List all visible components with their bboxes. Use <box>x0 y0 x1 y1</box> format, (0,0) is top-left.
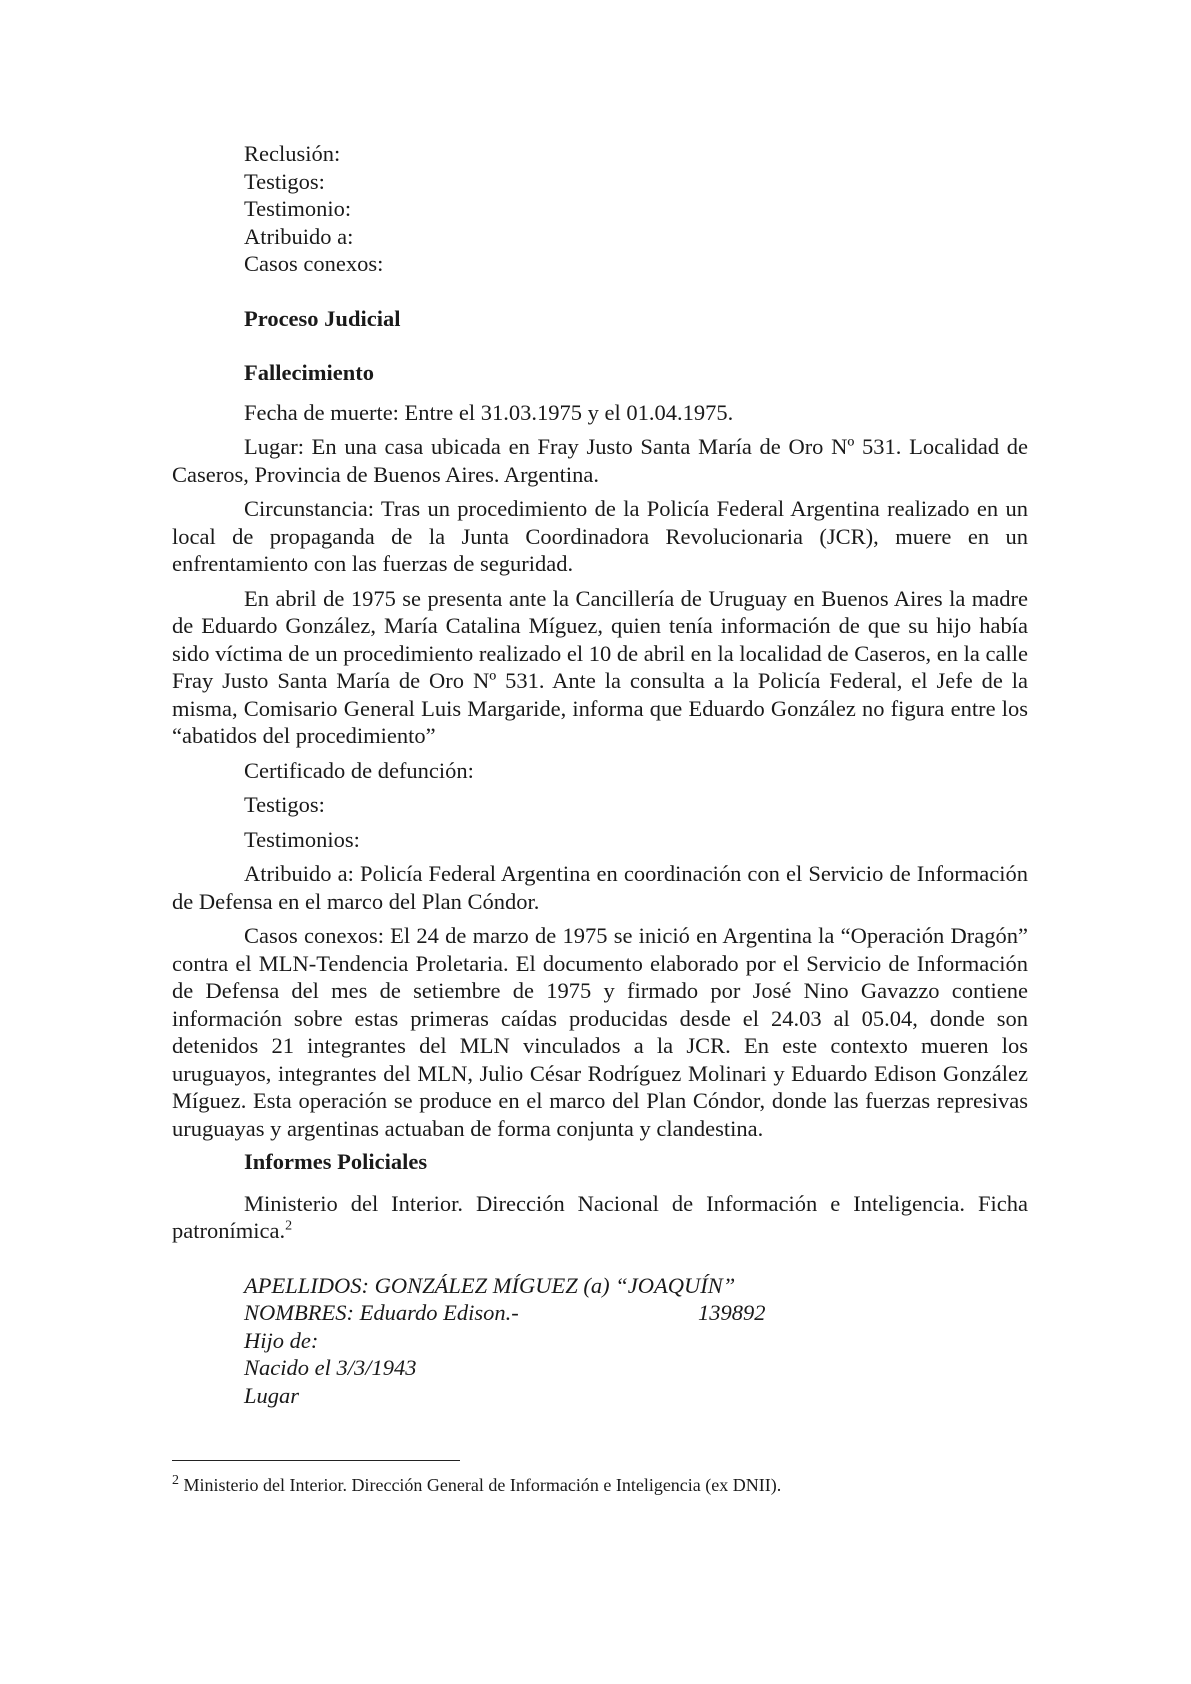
heading-fallecimiento: Fallecimiento <box>244 360 374 385</box>
header-fields <box>244 140 1028 278</box>
field-testigos: Testigos: <box>244 168 325 194</box>
field-atribuido: Atribuido a: <box>244 223 354 249</box>
footnote-text: Ministerio del Interior. Dirección General de Información e Inteligencia (ex DNII). <box>179 1475 782 1495</box>
ficha-nombres-line <box>244 1299 1028 1327</box>
paragraph-casos-conexos: Casos conexos: El 24 de marzo de 1975 se inició en Argentina la “Operación Dragón” contra el MLN-Tendencia Proletaria. El documento elaborado por el Servicio de Información de Defensa del mes de setiembre de 1975 y firmado por José Nino Gavazzo contiene información sobre estas primeras caídas producidas desde el 24.03 al 05.04, donde son detenidos 21 integrantes del MLN vinculados a la JCR. En este contexto mueren los uruguayos, integrantes del MLN, Julio César Rodríguez Molinari y Eduardo Edison González Míguez. Esta operación se produce en el marco del Plan Cóndor, donde las fuerzas represivas uruguayas y argentinas actuaban de forma conjunta y clandestina. <box>172 923 1028 1141</box>
footnote <box>172 1474 1028 1496</box>
ficha-nacido: Nacido el 3/3/1943 <box>244 1355 417 1380</box>
field-casos-conexos: Casos conexos: <box>244 251 384 276</box>
footnote-ref: 2 <box>285 1218 293 1234</box>
footnote-divider <box>172 1460 460 1461</box>
field-testimonio: Testimonio: <box>244 196 352 221</box>
paragraph-testimonios: Testimonios: <box>244 826 360 852</box>
heading-proceso-judicial: Proceso Judicial <box>244 305 401 331</box>
ficha-apellidos: APELLIDOS: GONZÁLEZ MÍGUEZ (a) “JOAQUÍN” <box>244 1272 736 1298</box>
paragraph-fecha-muerte: Fecha de muerte: Entre el 31.03.1975 y el 01.04.1975. <box>244 399 734 425</box>
ficha-lugar: Lugar <box>244 1382 300 1408</box>
paragraph-circunstancia: Circunstancia: Tras un procedimiento de la Policía Federal Argentina realizado en un local de propaganda de la Junta Coordinadora Revolucionaria (JCR), muere en un enfrentamiento con las fuerzas de seguridad. <box>172 496 1028 576</box>
ficha-numero: 139892 <box>698 1300 766 1325</box>
paragraph-abril-1975: En abril de 1975 se presenta ante la Cancillería de Uruguay en Buenos Aires la madre de Eduardo González, María Catalina Míguez, quien tenía información de que su hijo había sido víctima de un procedimiento realizado el 10 de abril en la localidad de Caseros, en la calle Fray Justo Santa María de Oro Nº 531. Ante la consulta a la Policía Federal, el Jefe de la misma, Comisario General Luis Margaride, informa que Eduardo González no figura entre los “abatidos del procedimiento” <box>172 585 1028 748</box>
ministerio-text: Ministerio del Interior. Dirección Nacional de Información e Inteligencia. Ficha patronímica. <box>172 1190 1028 1243</box>
ficha-patronimica <box>244 1272 1028 1410</box>
paragraph-atribuido: Atribuido a: Policía Federal Argentina en coordinación con el Servicio de Información de Defensa en el marco del Plan Cóndor. <box>172 861 1028 914</box>
paragraph-testigos: Testigos: <box>244 792 325 817</box>
field-reclusion: Reclusión: <box>244 141 341 166</box>
ficha-nombres: NOMBRES: Eduardo Edison.- <box>244 1300 519 1325</box>
paragraph-certificado: Certificado de defunción: <box>244 757 474 783</box>
page-body <box>172 140 1028 1409</box>
footnote-number: 2 <box>172 1473 179 1488</box>
paragraph-lugar: Lugar: En una casa ubicada en Fray Justo Santa María de Oro Nº 531. Localidad de Caseros, Provincia de Buenos Aires. Argentina. <box>172 434 1028 487</box>
paragraph-ministerio <box>172 1190 1028 1245</box>
heading-informes-policiales: Informes Policiales <box>244 1149 428 1174</box>
ficha-hijo-de: Hijo de: <box>244 1327 319 1353</box>
